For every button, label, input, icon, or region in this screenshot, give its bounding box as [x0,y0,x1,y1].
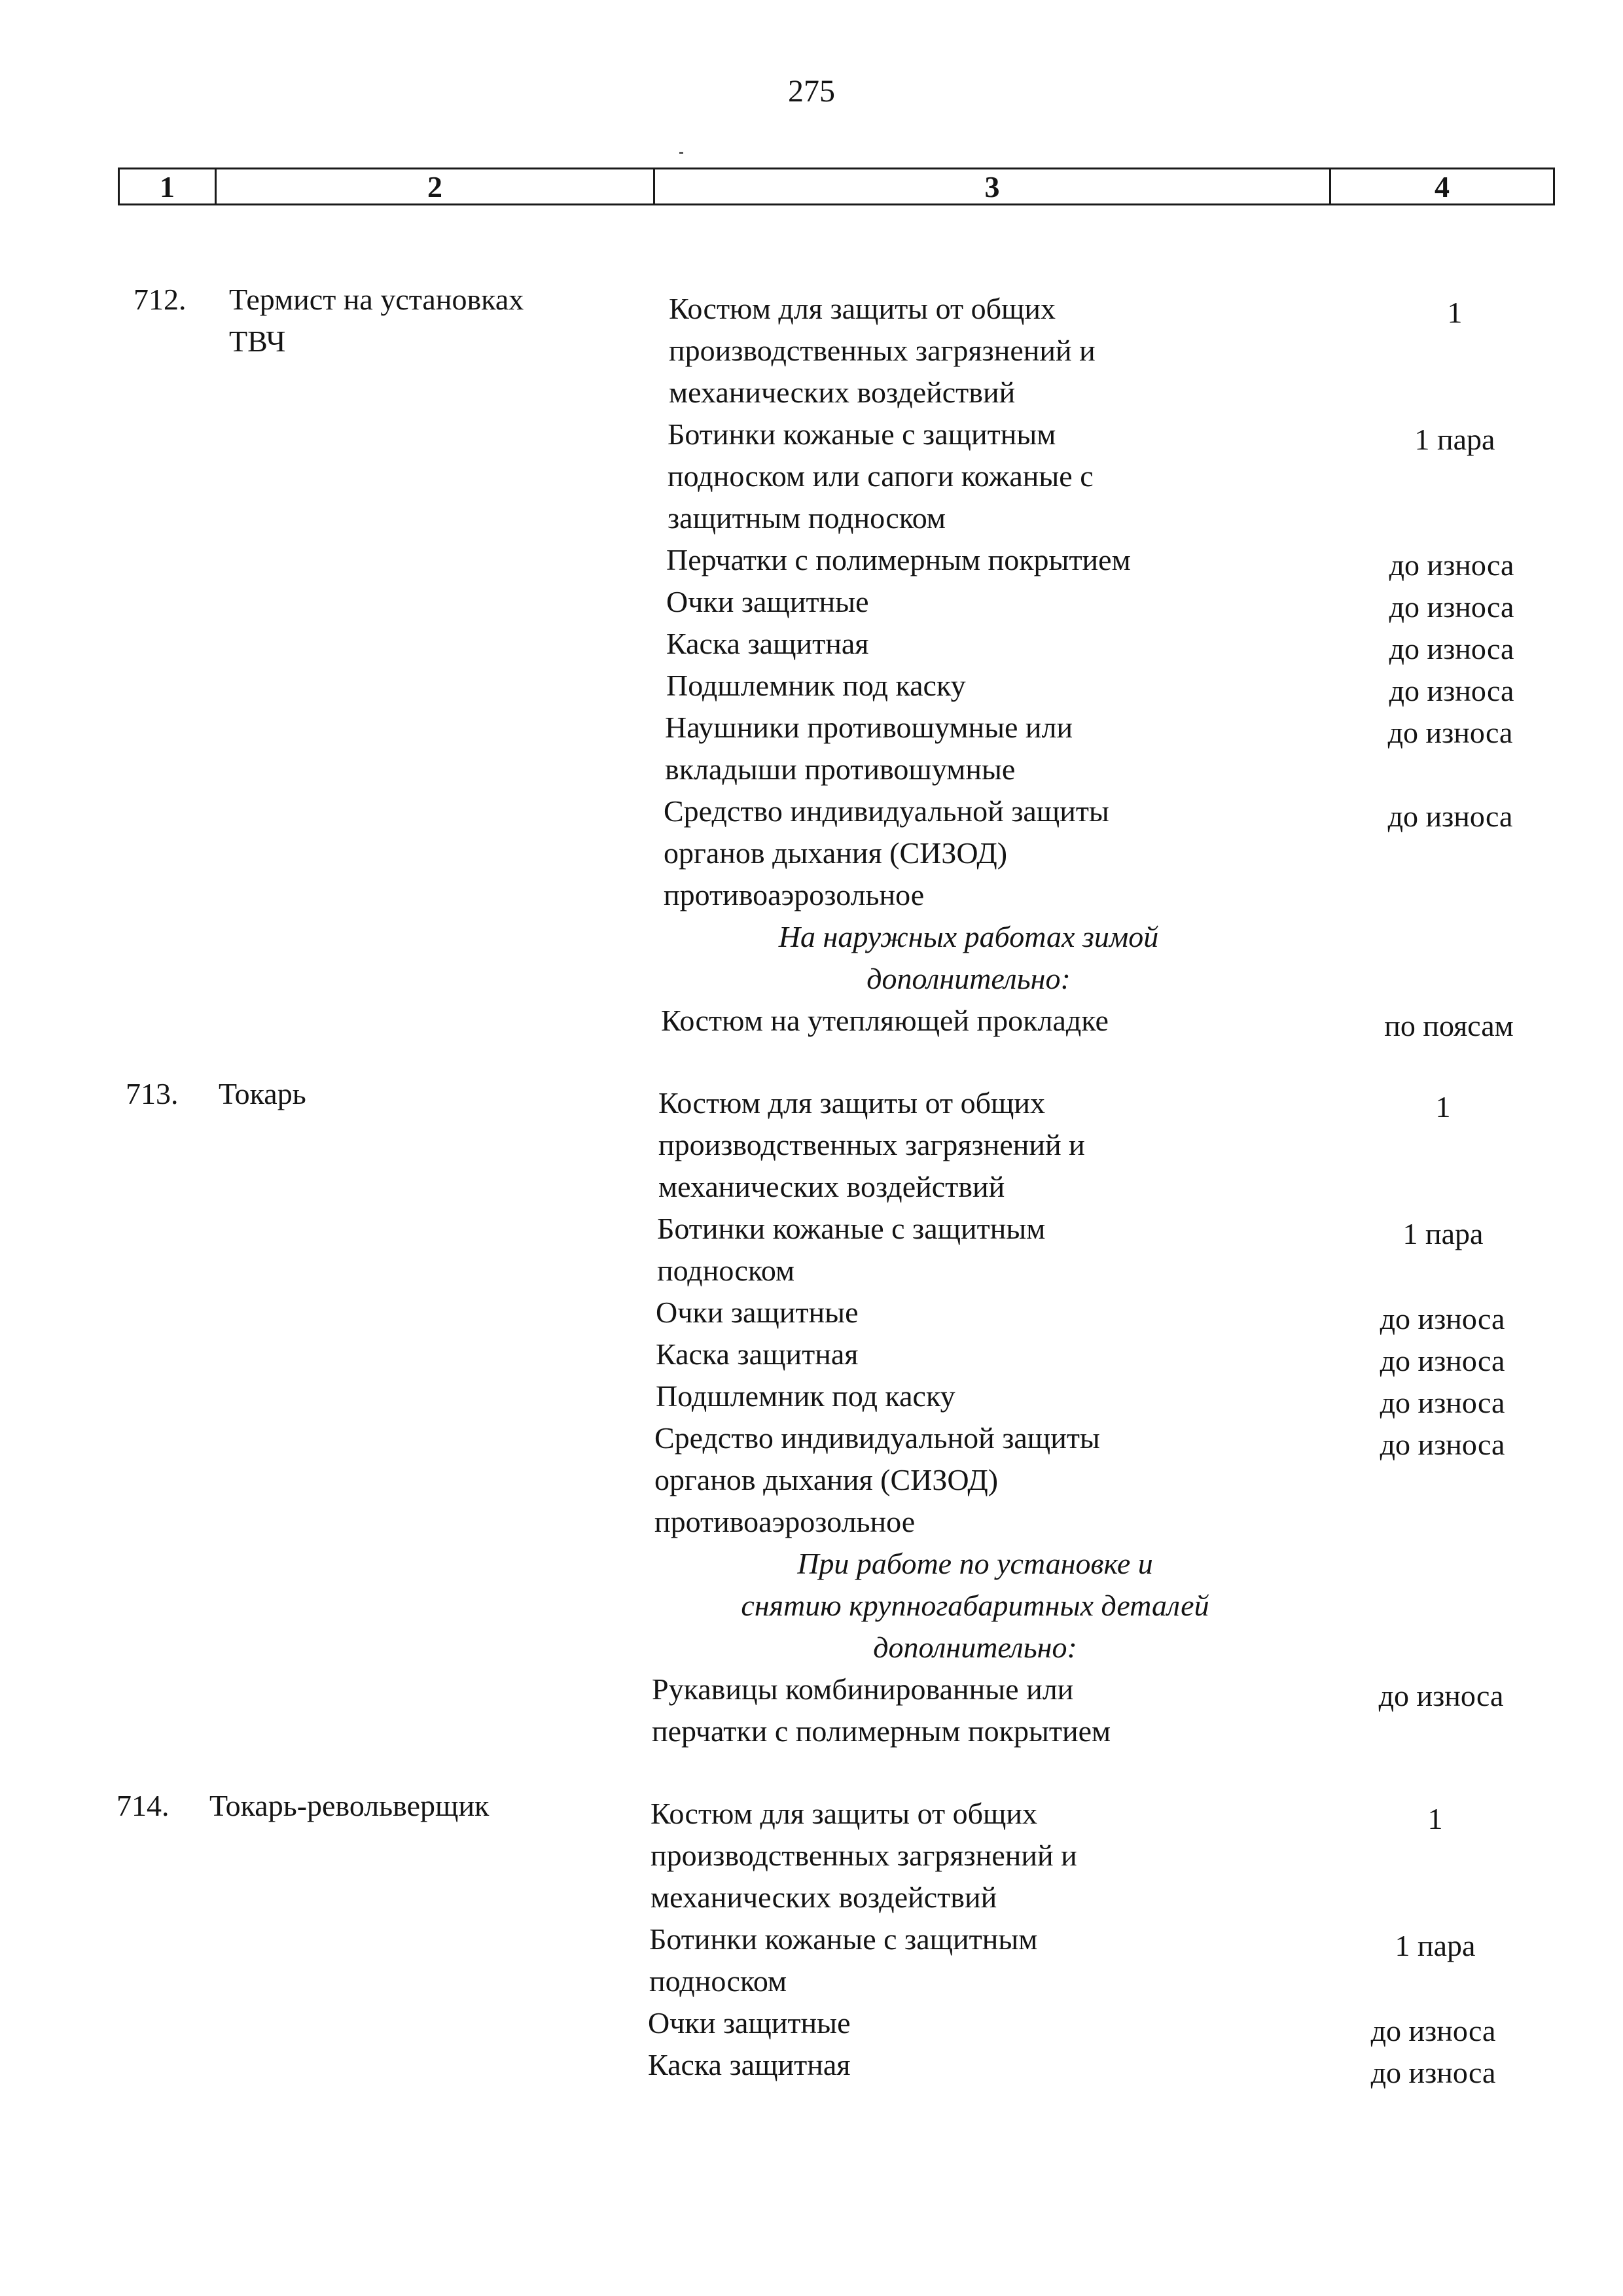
item-name-line: производственных загрязнений и [651,1839,1077,1872]
column-header-row [118,168,1555,205]
item-norm: 1 пара [1395,1929,1476,1962]
item-name-line: Костюм для защиты от общих [658,1086,1046,1120]
item-name-line: механических воздействий [658,1170,1005,1203]
item-norm: до износа [1370,2056,1496,2089]
column-header-4: 4 [1435,169,1450,203]
item-name-line: Очки защитные [666,585,869,618]
item-name-line: механических воздействий [669,376,1016,409]
item-norm: до износа [1380,1302,1505,1335]
item-name-line: подноском или сапоги кожаные с [668,459,1094,493]
entry-number: 713. [126,1077,179,1110]
item-norm: до износа [1378,1679,1504,1712]
item-name-line: органов дыхания (СИЗОД) [664,836,1008,870]
item-norm: 1 [1435,1090,1451,1123]
profession-name-line: Токарь [219,1077,306,1110]
item-name-line: подноском [657,1254,795,1287]
item-norm: до износа [1380,1386,1505,1419]
item-name-line: вкладыши противошумные [665,752,1016,786]
item-norm: 1 пара [1414,423,1495,456]
item-name-line: противоаэрозольное [654,1505,916,1538]
profession-name-line: Термист на установках [229,283,524,316]
item-name-line: Костюм на утепляющей прокладке [661,1004,1109,1037]
item-name-line: Каска защитная [656,1337,859,1371]
item-name-line: Ботинки кожаные с защитным [668,417,1056,451]
item-norm: до износа [1389,590,1514,624]
condition-note-line: снятию крупногабаритных деталей [741,1589,1209,1622]
item-name-line: Очки защитные [656,1296,859,1329]
item-name-line: производственных загрязнений и [658,1128,1085,1161]
item-norm: до износа [1389,548,1514,582]
profession-name-line: ТВЧ [229,325,286,358]
page-number: 275 [788,74,835,109]
item-name-line: механических воздействий [651,1881,997,1914]
item-norm: 1 [1447,296,1463,329]
entry-number: 712. [134,283,187,316]
column-header-2: 2 [427,169,442,203]
condition-note-line: дополнительно: [866,962,1071,995]
scan-speck [679,152,683,154]
item-norm: до износа [1380,1428,1505,1461]
item-name-line: защитным подноском [668,501,946,535]
item-name-line: перчатки с полимерным покрытием [652,1714,1111,1748]
item-name-line: подноском [649,1964,787,1998]
item-norm: по поясам [1384,1009,1514,1042]
condition-note-line: При работе по установке и [797,1547,1153,1580]
condition-note-line: дополнительно: [873,1631,1077,1664]
column-header-3: 3 [984,169,1000,203]
item-name-line: Рукавицы комбинированные или [652,1672,1074,1706]
profession-name-line: Токарь-револьверщик [209,1789,490,1822]
item-norm: до износа [1380,1344,1505,1377]
item-norm: до износа [1387,800,1513,833]
column-header-1: 1 [160,169,175,203]
item-norm: до износа [1389,632,1514,665]
item-name-line: Каска защитная [648,2048,851,2081]
item-name-line: Каска защитная [666,627,869,660]
item-name-line: Очки защитные [648,2006,851,2040]
item-name-line: Ботинки кожаные с защитным [657,1212,1046,1245]
item-name-line: Перчатки с полимерным покрытием [666,543,1131,576]
item-name-line: Средство индивидуальной защиты [664,794,1109,828]
item-name-line: производственных загрязнений и [669,334,1096,367]
item-name-line: Костюм для защиты от общих [669,292,1056,325]
item-norm: до износа [1387,716,1513,749]
item-name-line: Ботинки кожаные с защитным [649,1922,1038,1956]
item-name-line: Подшлемник под каску [666,669,966,702]
item-name-line: Костюм для защиты от общих [651,1797,1038,1830]
item-name-line: Подшлемник под каску [656,1379,955,1413]
item-name-line: противоаэрозольное [664,878,925,911]
item-norm: до износа [1370,2014,1496,2047]
item-name-line: Средство индивидуальной защиты [654,1421,1100,1455]
item-norm: 1 [1427,1802,1443,1835]
item-norm: 1 пара [1402,1217,1484,1250]
condition-note-line: На наружных работах зимой [778,920,1159,953]
entry-number: 714. [116,1789,169,1822]
item-name-line: органов дыхания (СИЗОД) [654,1463,999,1496]
item-name-line: Наушники противошумные или [665,711,1073,744]
item-norm: до износа [1389,674,1514,707]
